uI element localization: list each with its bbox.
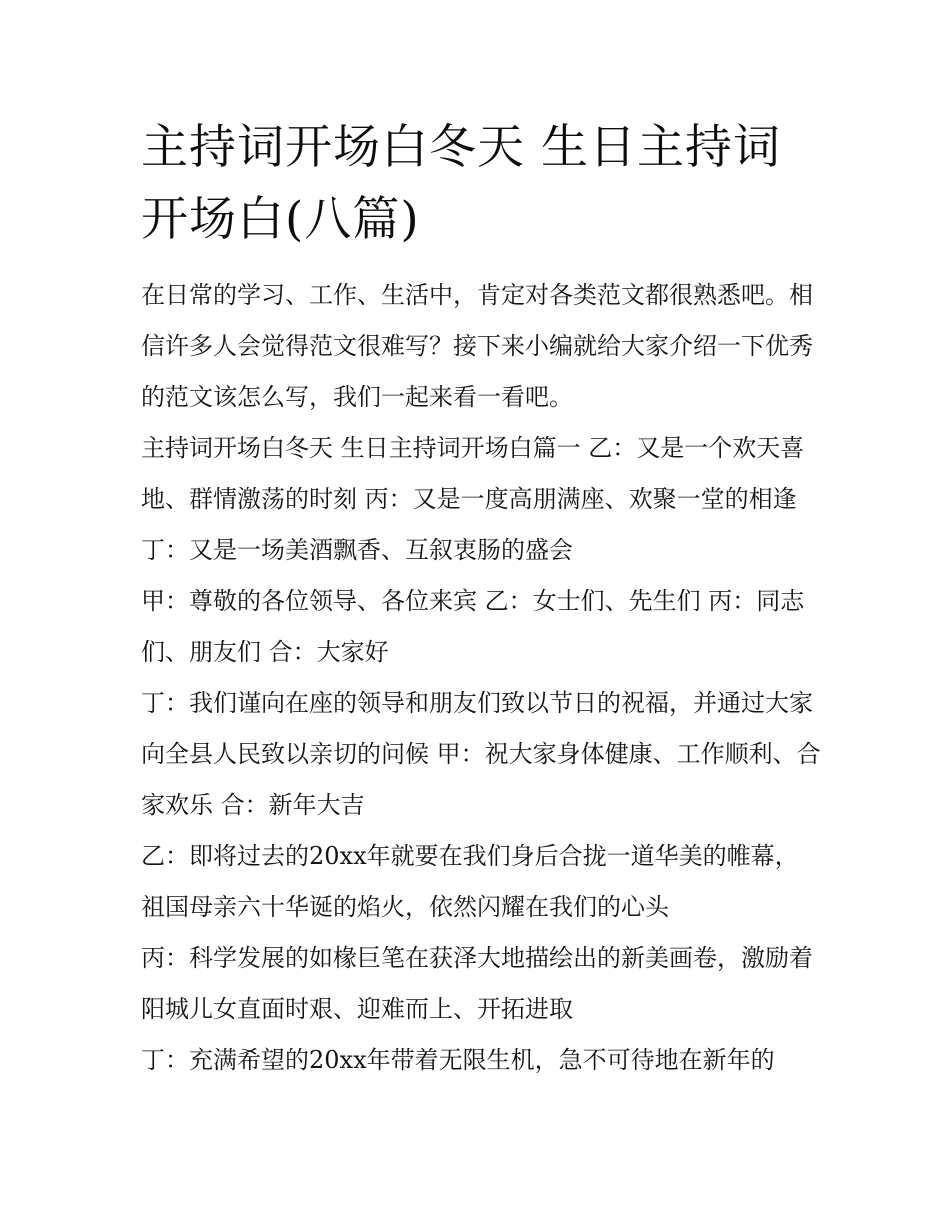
paragraph-section-one-opening: 主持词开场白冬天 生日主持词开场白篇一 乙：又是一个欢天喜地、群情激荡的时刻 丙：又是一度高朋满座、欢聚一堂的相逢 丁：又是一场美酒飘香、互叙衷肠的盛会 [141, 434, 805, 564]
paragraph-development: 丙：科学发展的如椽巨笔在获泽大地描绘出的新美画卷，激励着阳城儿女直面时艰、迎难而上、开拓进取 [141, 944, 813, 1023]
document-body [141, 270, 821, 1086]
document-content [141, 112, 821, 1086]
paragraph-blessing: 丁：我们谨向在座的领导和朋友们致以节日的祝福，并通过大家向全县人民致以亲切的问候 甲：祝大家身体健康、工作顺利、合家欢乐 合：新年大吉 [141, 689, 821, 819]
paragraph-greeting: 甲：尊敬的各位领导、各位来宾 乙：女士们、先生们 丙：同志们、朋友们 合：大家好 [141, 587, 805, 666]
document-title: 主持词开场白冬天 生日主持词开场白(八篇) [141, 120, 781, 247]
paragraph-review-year: 乙：即将过去的20xx年就要在我们身后合拢一道华美的帷幕，祖国母亲六十华诞的焰火，依然闪耀在我们的心头 [141, 842, 799, 921]
paragraph-new-year: 丁：充满希望的20xx年带着无限生机，急不可待地在新年的 [141, 1046, 775, 1074]
paragraph-intro: 在日常的学习、工作、生活中，肯定对各类范文都很熟悉吧。相信许多人会觉得范文很难写？接下来小编就给大家介绍一下优秀的范文该怎么写，我们一起来看一看吧。 [141, 281, 813, 411]
